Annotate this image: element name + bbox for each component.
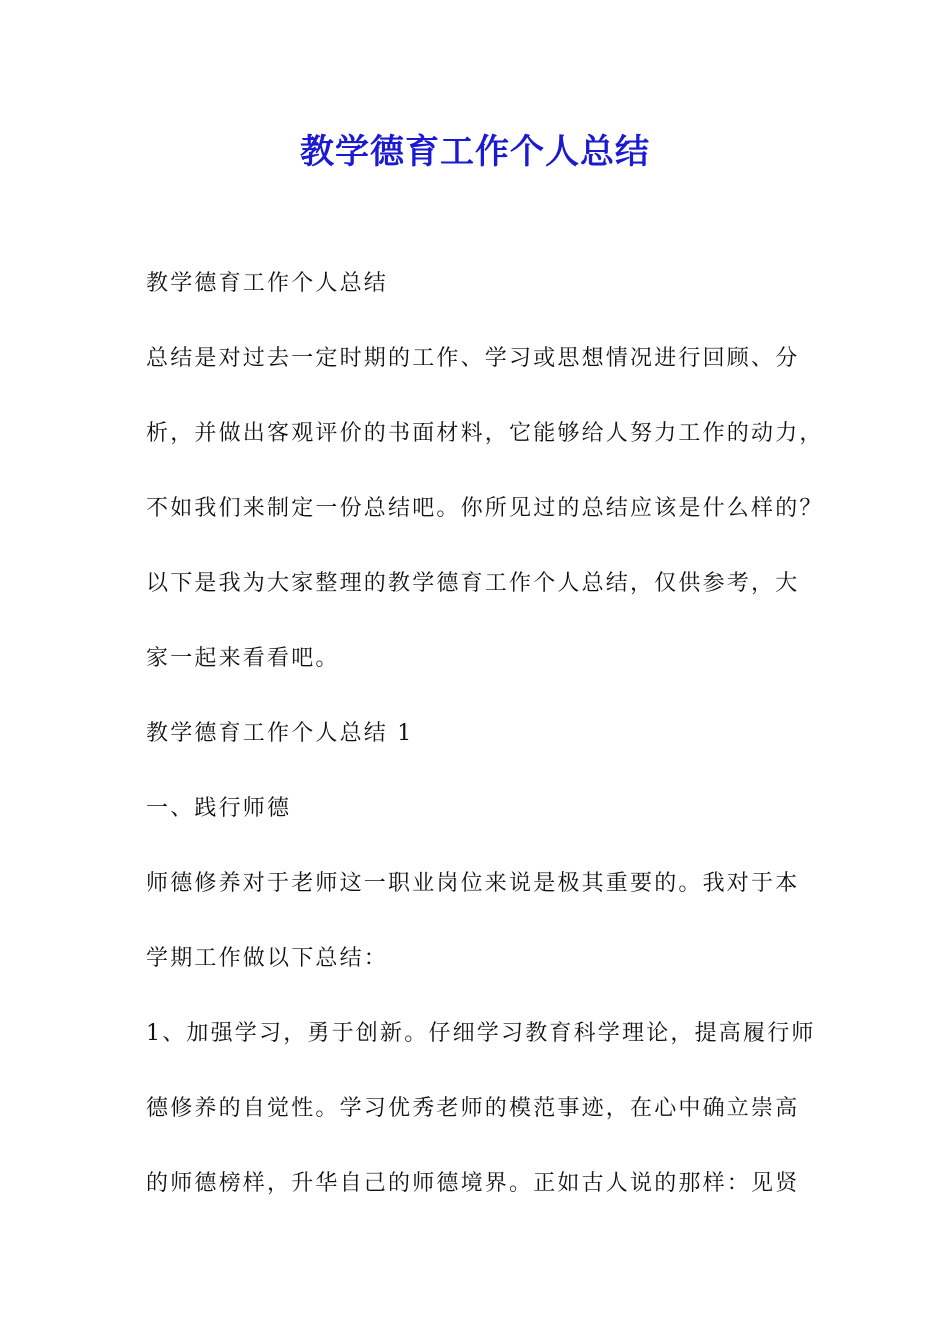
paragraph-line: 以下是我为大家整理的教学德育工作个人总结，仅供参考，大 bbox=[146, 571, 800, 596]
paragraph-line: 家一起来看看吧。 bbox=[146, 646, 340, 671]
paragraph-line: 析，并做出客观评价的书面材料，它能够给人努力工作的动力， bbox=[146, 421, 824, 446]
paragraph-line: 学期工作做以下总结： bbox=[146, 946, 389, 971]
paragraph-line: 总结是对过去一定时期的工作、学习或思想情况进行回顾、分 bbox=[146, 346, 800, 371]
section-heading: 教学德育工作个人总结 1 bbox=[146, 721, 414, 746]
document-title: 教学德育工作个人总结 bbox=[300, 132, 650, 172]
subsection-heading: 一、践行师德 bbox=[146, 796, 292, 821]
paragraph-line: 的师德榜样，升华自己的师德境界。正如古人说的那样：见贤 bbox=[146, 1171, 800, 1196]
paragraph-line: 师德修养对于老师这一职业岗位来说是极其重要的。我对于本 bbox=[146, 871, 800, 896]
paragraph-line: 德修养的自觉性。学习优秀老师的模范事迹，在心中确立崇高 bbox=[146, 1096, 800, 1121]
paragraph-line: 不如我们来制定一份总结吧。你所见过的总结应该是什么样的？ bbox=[146, 496, 824, 521]
paragraph-line: 1、加强学习，勇于创新。仔细学习教育科学理论，提高履行师 bbox=[146, 1021, 816, 1046]
section-heading: 教学德育工作个人总结 bbox=[146, 271, 389, 296]
